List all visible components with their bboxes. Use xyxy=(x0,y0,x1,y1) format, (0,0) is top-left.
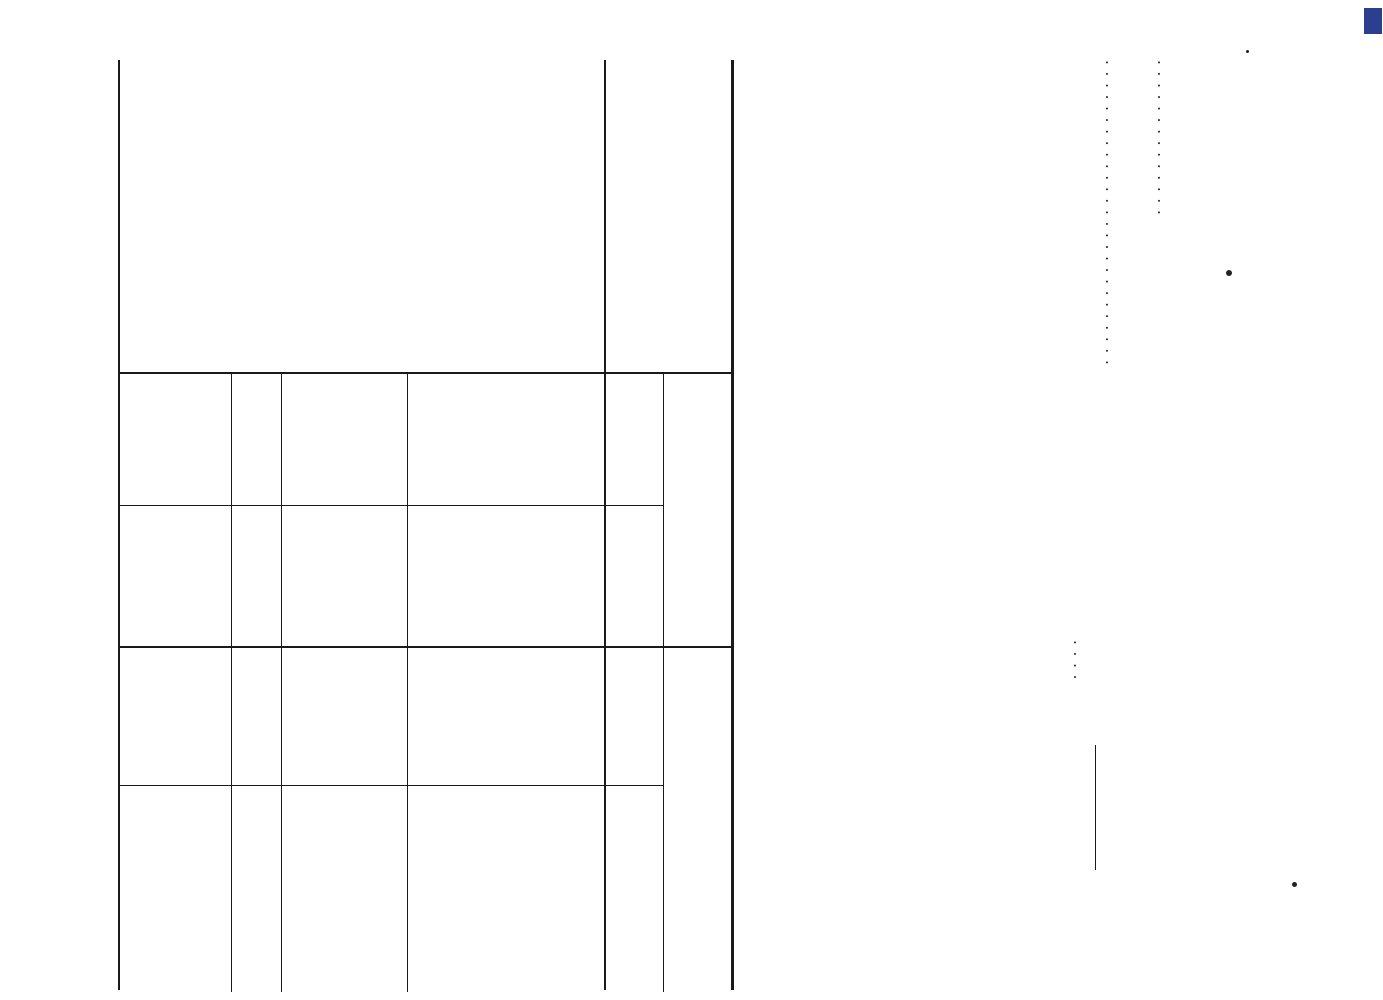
scan-speck xyxy=(1292,882,1297,887)
intro-line-2: . . . . . . . . . . . . . . xyxy=(1154,60,1172,216)
intro-line-5: . . . . xyxy=(1070,640,1088,681)
sum-rule xyxy=(1095,745,1096,870)
scan-speck xyxy=(1246,50,1249,53)
scan-speck xyxy=(1226,270,1232,276)
intro-line-4: . . . . . . . . . . . . . . . . . . . . . . . . . . . xyxy=(1102,60,1120,366)
rotated-content xyxy=(130,60,1230,940)
dfg-logo xyxy=(1364,8,1382,34)
